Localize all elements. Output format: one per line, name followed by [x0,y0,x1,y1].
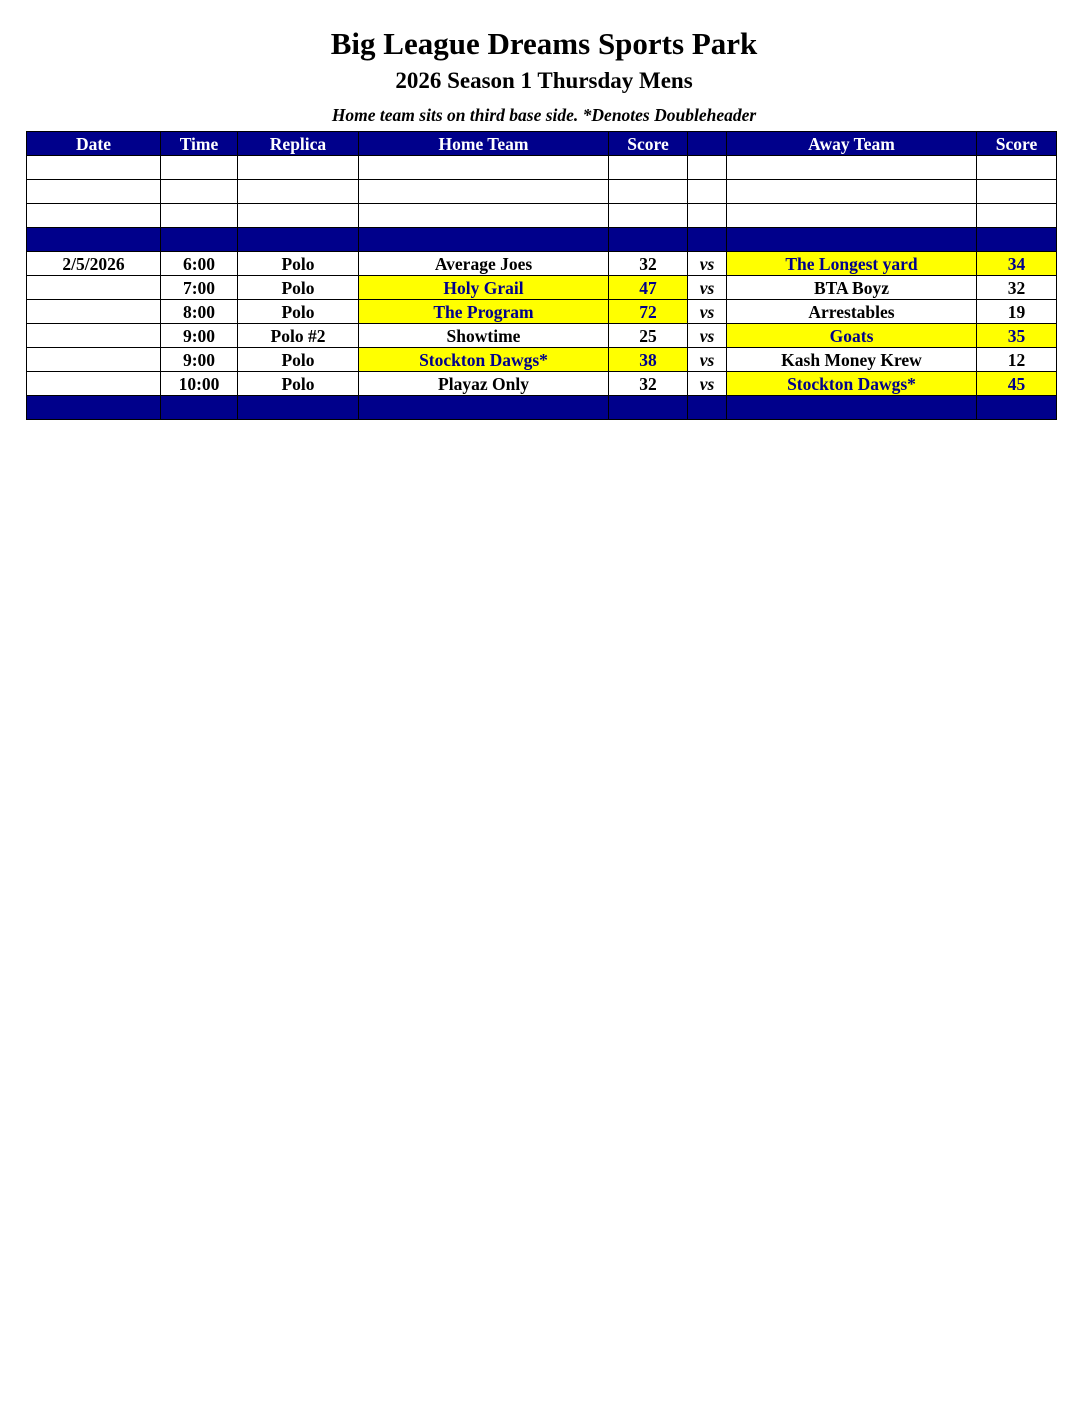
away-team: Stockton Dawgs* [727,372,977,396]
game-row [27,372,1057,396]
game-row [27,300,1057,324]
vs-label: vs [688,276,727,300]
game-time: 9:00 [161,348,238,372]
column-header-away-score: Score [977,132,1057,156]
game-row [27,252,1057,276]
away-score: 35 [977,324,1057,348]
schedule-note: Home team sits on third base side. *Denotes Doubleheader [331,105,757,125]
column-header-vs [688,132,727,156]
game-replica: Polo [238,348,359,372]
footer-bar-row [27,396,1057,420]
home-score: 47 [609,276,688,300]
game-replica: Polo #2 [238,324,359,348]
away-score: 34 [977,252,1057,276]
game-row [27,348,1057,372]
game-replica: Polo [238,300,359,324]
away-score: 19 [977,300,1057,324]
divider-row [27,228,1057,252]
column-header-away-team: Away Team [727,132,977,156]
vs-label: vs [688,348,727,372]
column-header-replica: Replica [238,132,359,156]
home-score: 25 [609,324,688,348]
game-replica: Polo [238,252,359,276]
game-date [27,300,161,324]
column-header-time: Time [161,132,238,156]
game-date: 2/5/2026 [27,252,161,276]
header-row [27,132,1057,156]
page-title: Big League Dreams Sports Park [330,26,758,61]
home-team: Holy Grail [359,276,609,300]
game-row [27,276,1057,300]
away-team: Kash Money Krew [727,348,977,372]
away-team: BTA Boyz [727,276,977,300]
away-score: 32 [977,276,1057,300]
empty-row [27,180,1057,204]
page-subtitle: 2026 Season 1 Thursday Mens [395,68,693,93]
home-team: The Program [359,300,609,324]
home-team: Stockton Dawgs* [359,348,609,372]
empty-row [27,156,1057,180]
game-time: 7:00 [161,276,238,300]
game-time: 9:00 [161,324,238,348]
game-time: 10:00 [161,372,238,396]
home-team: Average Joes [359,252,609,276]
vs-label: vs [688,300,727,324]
vs-label: vs [688,324,727,348]
game-date [27,324,161,348]
away-score: 45 [977,372,1057,396]
game-replica: Polo [238,276,359,300]
game-time: 6:00 [161,252,238,276]
home-team: Playaz Only [359,372,609,396]
game-row [27,324,1057,348]
vs-label: vs [688,372,727,396]
column-header-home-team: Home Team [359,132,609,156]
away-score: 12 [977,348,1057,372]
column-header-date: Date [27,132,161,156]
schedule-table [26,131,1057,420]
home-score: 38 [609,348,688,372]
game-date [27,276,161,300]
game-date [27,372,161,396]
empty-row [27,204,1057,228]
away-team: Goats [727,324,977,348]
home-score: 72 [609,300,688,324]
game-replica: Polo [238,372,359,396]
home-score: 32 [609,372,688,396]
column-header-home-score: Score [609,132,688,156]
home-team: Showtime [359,324,609,348]
away-team: Arrestables [727,300,977,324]
game-time: 8:00 [161,300,238,324]
vs-label: vs [688,252,727,276]
away-team: The Longest yard [727,252,977,276]
home-score: 32 [609,252,688,276]
game-date [27,348,161,372]
